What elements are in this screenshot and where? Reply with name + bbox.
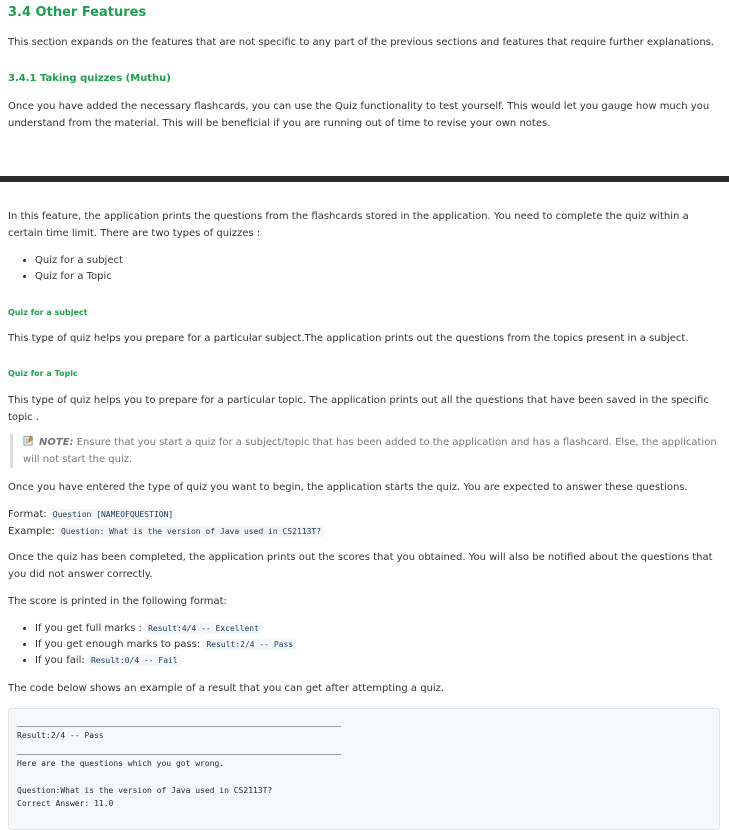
code-rule (17, 726, 341, 727)
code-result-line: Result:2/4 -- Pass (17, 731, 104, 740)
topic-quiz-heading: Quiz for a Topic (8, 369, 78, 378)
section-divider (0, 176, 729, 182)
begin-text: Once you have entered the type of quiz you want to begin, the application starts the quiz. You are expected to answer these questions. (8, 482, 688, 493)
section-intro: This section expands on the features that are not specific to any part of the previous sections and features that require further explanations. (8, 37, 715, 48)
example-line (8, 523, 720, 540)
list-item (35, 653, 296, 669)
subsection-intro: Once you have added the necessary flashcards, you can use the Quiz functionality to test yourself. This would let you gauge how much you understand from the material. This will be beneficial if you are running out of time to revise your own notes. (8, 101, 710, 129)
score-item-text: If you get full marks : (35, 623, 146, 634)
subject-quiz-text: This type of quiz helps you prepare for a particular subject.The application prints out the questions from the topics present in a subject. (8, 333, 689, 344)
list-item: • Quiz for a Topic (35, 269, 123, 285)
score-item-code: Result:4/4 -- Excellent (145, 623, 262, 634)
note-callout (10, 434, 723, 468)
score-format-text: The score is printed in the following format: (8, 596, 227, 607)
topic-quiz-text: This type of quiz helps you to prepare for a particular topic. The application prints out all the questions that have been saved in the specific topic . (8, 395, 709, 423)
code-rule (17, 754, 341, 755)
list-item (35, 637, 296, 653)
scores-text: Once the quiz has been completed, the application prints out the scores that you obtained. You will also be notified about the questions that you did not answer correctly. (8, 552, 713, 580)
score-list (8, 621, 296, 669)
code-example-text: The code below shows an example of a result that you can get after attempting a quiz. (8, 683, 445, 694)
score-item-code: Result:2/4 -- Pass (203, 639, 296, 650)
quiz-types-list (8, 253, 123, 285)
list-item (35, 621, 296, 637)
example-code: Question: What is the version of Java used in CS2113T? (58, 526, 324, 537)
note-text: Ensure that you start a quiz for a subject/topic that has been added to the application and has a flashcard. Else, the application will not start the quiz. (23, 437, 717, 465)
example-label: Example: (8, 526, 58, 537)
feature-intro: In this feature, the application prints the questions from the flashcards stored in the application. You need to complete the quiz within a certain time limit. There are two types of quizzes : (8, 211, 689, 239)
list-item: • Quiz for a subject (35, 253, 123, 269)
score-item-code: Result:0/4 -- Fail (88, 655, 181, 666)
format-code: Question [NAMEOFQUESTION] (50, 509, 176, 520)
subsection-title: 3.4.1 Taking quizzes (Muthu) (8, 73, 171, 84)
format-line (8, 506, 720, 523)
format-label: Format: (8, 509, 50, 520)
code-question-line: Question:What is the version of Java used in CS2113T? (17, 786, 273, 795)
memo-icon (23, 435, 34, 446)
score-item-text: If you fail: (35, 655, 88, 666)
code-wrong-header: Here are the questions which you got wrong. (17, 759, 225, 768)
code-answer-line: Correct Answer: 11.0 (17, 799, 114, 808)
score-item-text: If you get enough marks to pass: (35, 639, 204, 650)
subject-quiz-heading: Quiz for a subject (8, 308, 88, 317)
section-title: 3.4 Other Features (8, 5, 147, 20)
note-label: NOTE: (39, 437, 74, 448)
